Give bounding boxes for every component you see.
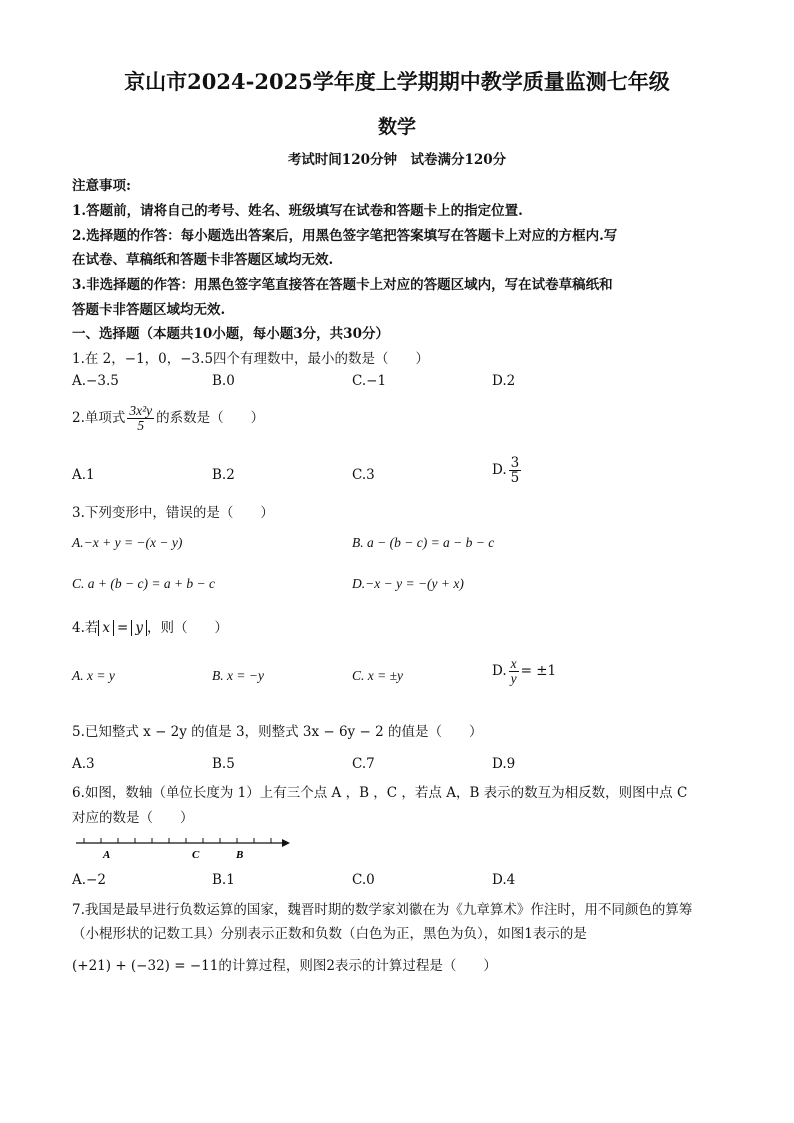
question-6-option-b: B.1 [212,872,235,888]
question-6-option-c: C.0 [352,872,375,888]
question-4-option-a: A. x = y [72,668,115,683]
question-6-stem-line2: 对应的数是（ ） [72,810,194,826]
point-b-label: B [236,849,244,861]
question-5-option-a: A.3 [72,756,95,772]
question-5-option-c: C.7 [352,756,375,772]
number-line-arrow [282,839,290,847]
notice-item-1: 1.答题前，请将自己的考号、姓名、班级填写在试卷和答题卡上的指定位置. [72,203,523,219]
x-over-y-fraction [509,657,519,686]
question-1-stem: 1.在 2，−1，0，−3.5四个有理数中，最小的数是（ ） [72,351,430,367]
fraction-denominator-y: y [510,671,517,687]
question-2-option-d [492,456,523,485]
abs-y: y [131,620,147,636]
option-d-fraction [509,456,522,485]
fraction-numerator-x: x [510,656,517,671]
question-1-option-b: B.0 [212,373,235,389]
question-1-option-a: A.−3.5 [72,373,119,389]
option-d-denominator: 5 [510,470,520,487]
point-c-label: C [192,849,200,861]
question-5-stem: 5.已知整式 x − 2y 的值是 3，则整式 3x − 6y − 2 的值是（ ） [72,724,483,740]
question-1-option-c: C.−1 [352,373,387,389]
notice-item-2-line2: 在试卷、草稿纸和答题卡非答题区域均无效. [72,252,334,268]
abs-x: x [98,620,114,636]
notice-item-3-line1: 3.非选择题的作答：用黑色签字笔直接答在答题卡上对应的答题区域内，写在试卷草稿纸和 [72,277,613,293]
question-5-option-d: D.9 [492,756,516,772]
question-3-option-a: A.−x + y = −(x − y) [72,535,183,550]
question-4-stem [72,616,228,636]
question-4-suffix: ，则（ ） [146,620,228,636]
notice-item-2-line1: 2.选择题的作答：每小题选出答案后，用黑色签字笔把答案填写在答题卡上对应的方框内.写 [72,228,618,244]
monomial-numerator: 3x²y [129,403,153,418]
exam-title: 京山市2024-2025学年度上学期期中教学质量监测七年级 [124,69,670,94]
question-4-option-b: B. x = −y [212,668,264,683]
question-3-option-d: D.−x − y = −(y + x) [352,576,464,591]
exam-time-info: 考试时间120分钟 试卷满分120分 [287,152,507,168]
subject-title: 数学 [377,116,416,138]
question-2-option-a: A.1 [72,467,95,483]
abs-equals: = [117,620,129,636]
question-3-option-b: B. a − (b − c) = a − b − c [352,535,495,550]
question-4-prefix: 4.若 [72,620,99,636]
question-2-stem [72,404,264,433]
number-line-figure [72,834,294,864]
question-6-option-a: A.−2 [72,872,106,888]
monomial-denominator: 5 [137,418,145,434]
question-4-option-d-label: D. [492,663,507,680]
question-4-option-d-value: = ±1 [520,663,557,680]
question-4-option-d [492,657,556,686]
question-2-prefix: 2.单项式 [72,410,126,427]
question-2-option-b: B.2 [212,467,235,483]
question-2-option-d-label: D. [492,462,507,479]
section-1-heading: 一、选择题（本题共10小题，每小题3分，共30分） [72,326,389,342]
notice-item-3-line2: 答题卡非答题区域均无效. [72,302,226,318]
question-3-option-c: C. a + (b − c) = a + b − c [72,576,216,591]
point-a-label: A [103,849,111,861]
question-7-line2: （小棍形状的记数工具）分别表示正数和负数（白色为正，黑色为负），如图1表示的是 [72,926,587,942]
question-7-line1: 7.我国是最早进行负数运算的国家，魏晋时期的数学家刘徽在为《九章算术》作注时，用不同颜色的算筹 [72,902,693,918]
question-4-option-c: C. x = ±y [352,668,404,683]
question-1-option-d: D.2 [492,373,516,389]
number-line-ticks [84,838,271,843]
question-7-line3: (+21) + (−32) = −11的计算过程，则图2表示的计算过程是（ ） [72,958,497,974]
option-d-numerator: 3 [510,455,520,471]
question-2-suffix: 的系数是（ ） [156,410,265,427]
question-3-stem: 3.下列变形中，错误的是（ ） [72,505,274,521]
notice-heading: 注意事项: [72,178,131,194]
question-5-option-b: B.5 [212,756,235,772]
question-2-option-c: C.3 [352,467,375,483]
question-6-stem-line1: 6.如图，数轴（单位长度为 1）上有三个点 A ，B ，C ，若点 A，B 表示的数互为相反数，则图中点 C [72,785,688,801]
monomial-fraction [127,404,154,433]
question-6-option-d: D.4 [492,872,516,888]
